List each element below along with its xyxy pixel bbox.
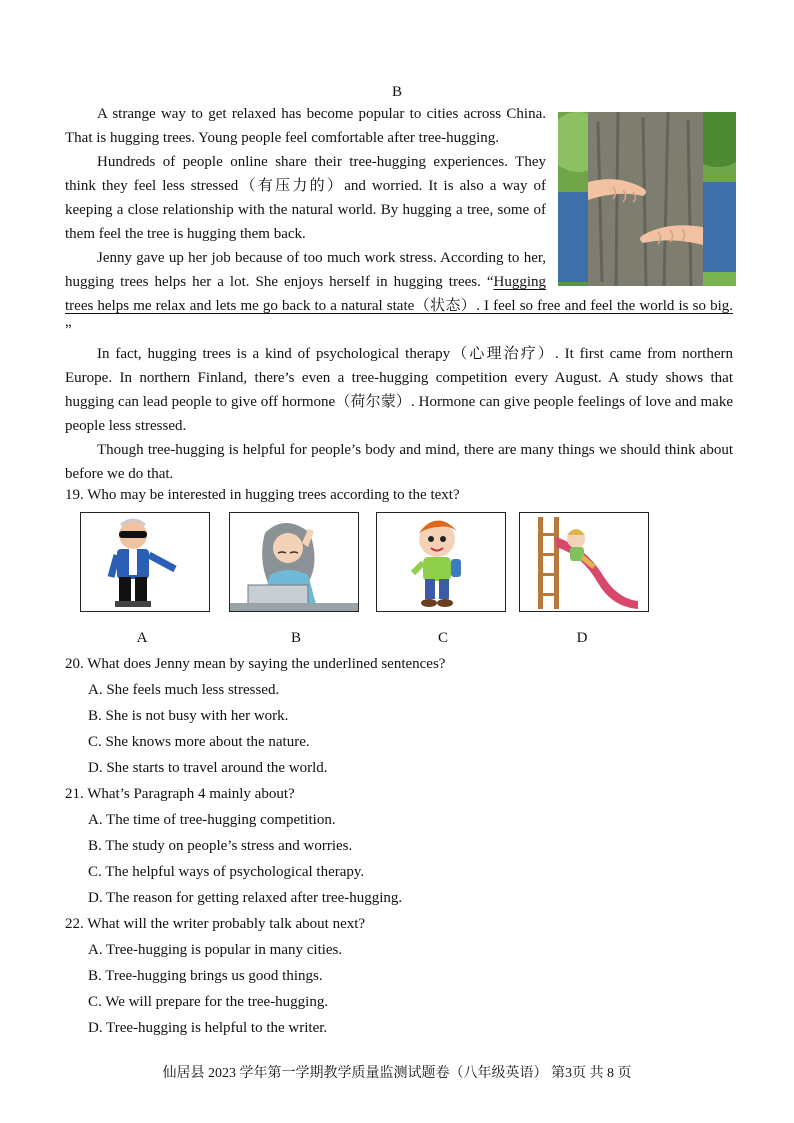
- paragraph-4: In fact, hugging trees is a kind of psychological therapy（心理治疗）. It first came from northern Europe. In northern Finland, there’s even a tree-hugging competition every August. A study shows that hugging can lead people to give off hormone（荷尔蒙）. Hormone can give people feelings of love and make people less stressed.: [65, 346, 733, 434]
- paragraph-2: Hundreds of people online share their tree-hugging experiences. They think they feel less stressed（有压力的）and worried. It is also a way of keeping a close relationship with the natural world. By hugging a tree, some of them feel the tree is hugging them back.: [65, 154, 546, 242]
- picture-label-a: A: [136, 630, 148, 646]
- picture-c-boy: [376, 512, 506, 612]
- q21-option-d: D. The reason for getting relaxed after tree-hugging.: [88, 890, 403, 906]
- underlined-sentences: Hugging trees helps me relax and lets me go back to a natural state（状态）. I feel so free and feel the world is so big.: [65, 274, 733, 314]
- q22-option-d: D. Tree-hugging is helpful to the writer.: [88, 1020, 328, 1036]
- question-22-stem: 22. What will the writer probably talk about next?: [65, 916, 366, 932]
- question-19-pictures: [80, 512, 660, 614]
- question-21-stem: 21. What’s Paragraph 4 mainly about?: [65, 786, 295, 802]
- paragraph-5: Though tree-hugging is helpful for people’s body and mind, there are many things we should think about before we do that.: [65, 442, 733, 482]
- paragraph-1: A strange way to get relaxed has become popular to cities across China. That is hugging trees. Young people feel comfortable after tree-hugging.: [65, 106, 546, 146]
- section-label: B: [391, 84, 402, 100]
- q22-option-c: C. We will prepare for the tree-hugging.: [88, 994, 329, 1010]
- question-19-stem: 19. Who may be interested in hugging trees according to the text?: [65, 487, 460, 503]
- tree-hugging-photo: [558, 112, 736, 286]
- reading-passage: [65, 102, 733, 486]
- q21-option-c: C. The helpful ways of psychological therapy.: [88, 864, 365, 880]
- question-20-stem: 20. What does Jenny mean by saying the underlined sentences?: [65, 656, 446, 672]
- q20-option-a: A. She feels much less stressed.: [88, 682, 280, 698]
- closing-quote: ”: [65, 322, 72, 338]
- q22-option-a: A. Tree-hugging is popular in many cities.: [88, 942, 343, 958]
- q20-option-d: D. She starts to travel around the world.: [88, 760, 328, 776]
- picture-d-slide: [519, 512, 649, 612]
- q22-option-b: B. Tree-hugging brings us good things.: [88, 968, 323, 984]
- picture-label-d: D: [576, 630, 588, 646]
- picture-b-stressed-woman: [229, 512, 359, 612]
- q20-option-b: B. She is not busy with her work.: [88, 708, 289, 724]
- paragraph-3-text: Jenny gave up her job because of too much work stress. According to her, hugging trees helps her a lot. She enjoys herself in hugging trees. “: [65, 250, 546, 290]
- picture-label-b: B: [290, 630, 301, 646]
- q20-option-c: C. She knows more about the nature.: [88, 734, 310, 750]
- picture-label-c: C: [437, 630, 448, 646]
- picture-a-old-man: [80, 512, 210, 612]
- q21-option-b: B. The study on people’s stress and worries.: [88, 838, 353, 854]
- q21-option-a: A. The time of tree-hugging competition.: [88, 812, 336, 828]
- page-footer: 仙居县 2023 学年第一学期教学质量监测试题卷（八年级英语） 第3页 共 8 页: [162, 1066, 632, 1081]
